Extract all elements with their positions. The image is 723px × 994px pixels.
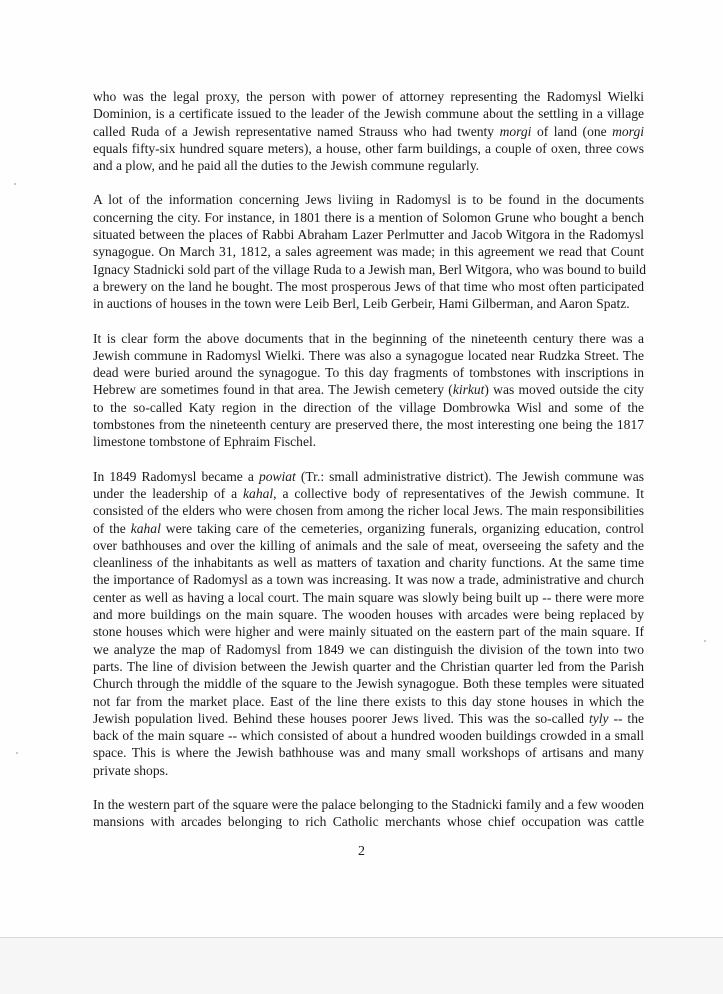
text-line: to the so-called Katy region in the direction of the village Dombrowka Wisl and some of the — [93, 399, 644, 415]
text-line: cleanliness of the inhabitants as well as matters of taxation and charity functions. At the same time — [93, 555, 644, 571]
text-line: concerning the city. For instance, in 1801 there is a mention of Solomon Grune who bought a bench — [93, 209, 644, 225]
text-line: equals fifty-six hundred square meters), a house, other farm buildings, a couple of oxen, three cows — [93, 140, 644, 156]
text-line: of the kahal were taking care of the cemeteries, organizing funerals, organizing education, control — [93, 520, 644, 536]
scan-bottom-margin — [0, 938, 723, 994]
text-line: situated between the places of Rabbi Abraham Lazer Perlmutter and Jacob Witgora in the Radomysl — [93, 227, 644, 243]
text-line: over bathhouses and over the killing of animals and the sale of meat, overseeing the safety and the — [93, 537, 644, 553]
paragraph — [93, 330, 644, 451]
paragraph — [93, 191, 647, 312]
text-line: limestone tombstone of Ephraim Fischel. — [93, 434, 317, 450]
text-line: Jewish commune in Radomysl Wielki. There was also a synagogue located near Rudzka Street. The — [93, 347, 644, 363]
paragraph — [93, 468, 644, 779]
text-line: not far from the market place. East of the line there exists to this day stone houses in which the — [93, 693, 644, 709]
paragraph — [93, 88, 644, 174]
text-line: a brewery on the land he bought. The most prosperous Jews of that time who most often participated — [93, 278, 644, 294]
text-line: Ignacy Stadnicki sold part of the village Ruda to a Jewish man, Berl Witgora, who was bound to build — [93, 261, 647, 277]
text-line: private shops. — [93, 762, 169, 778]
text-line: called Ruda of a Jewish representative named Strauss who had twenty morgi of land (one morgi — [93, 123, 644, 139]
text-line: It is clear form the above documents that in the beginning of the nineteenth century there was a — [93, 330, 644, 346]
text-line: who was the legal proxy, the person with power of attorney representing the Radomysl Wielki — [93, 89, 644, 104]
scan-speck — [16, 752, 18, 754]
text-line: consisted of the elders who were chosen from among the richer local Jews. The main responsibilities — [93, 503, 644, 519]
text-line: parts. The line of division between the Jewish quarter and the Christian quarter led from the Parish — [93, 658, 644, 674]
text-line: the importance of Radomysl as a town was increasing. It was now a trade, administrative and church — [93, 572, 644, 588]
text-line: stone houses which were higher and were mainly situated on the eastern part of the main square. If — [93, 624, 644, 640]
scan-speck — [704, 640, 706, 642]
paragraph — [93, 796, 644, 831]
text-line: Hebrew are sometimes found in that area. The Jewish cemetery (kirkut) was moved outside the city — [93, 382, 644, 398]
text-line: A lot of the information concerning Jews liviing in Radomysl is to be found in the documents — [93, 192, 644, 208]
text-line: tombstones from the nineteenth century are preserved there, the most interesting one being the 1817 — [93, 417, 644, 433]
text-line: and more buildings on the main square. The wooden houses with arcades were being replaced by — [93, 607, 644, 623]
scan-speck — [14, 183, 16, 185]
text-line: and a plow, and he paid all the duties to the Jewish commune regularly. — [93, 158, 480, 174]
text-line: dead were buried around the synagogue. To this day fragments of tombstones with inscriptions in — [93, 365, 644, 381]
text-line: space. This is where the Jewish bathhouse was and many small workshops of artisans and many — [93, 745, 644, 761]
text-line: Jewish population lived. Behind these houses poorer Jews lived. This was the so-called tyly -- the — [93, 710, 644, 726]
page-number: 2 — [358, 844, 365, 859]
text-line: synagogue. On March 31, 1812, a sales agreement was made; in this agreement we read that Count — [93, 244, 644, 260]
text-line: In the western part of the square were the palace belonging to the Stadnicki family and a few wooden — [93, 796, 644, 812]
text-line: center as well as having a local court. The main square was slowly being built up -- there were more — [93, 589, 644, 605]
document-body — [93, 88, 647, 848]
text-line: Church through the middle of the square to the Jewish synagogue. Both these temples were situated — [93, 676, 644, 692]
text-line: In 1849 Radomysl became a powiat (Tr.: small administrative district). The Jewish commune was — [93, 468, 644, 484]
text-line: back of the main square -- which consisted of about a hundred wooden buildings crowded in a small — [93, 728, 644, 744]
text-line: mansions with arcades belonging to rich Catholic merchants whose chief occupation was cattle — [93, 814, 644, 830]
text-line: in auctions of houses in the town were Leib Berl, Leib Gerbeir, Hami Gilberman, and Aaron Spatz. — [93, 296, 630, 312]
text-line: Dominion, is a certificate issued to the leader of the Jewish commune about the settling in a village — [93, 106, 644, 122]
text-line: under the leadership of a kahal, a collective body of representatives of the Jewish commune. It — [93, 485, 644, 501]
text-line: we analyze the map of Radomysl from 1849 we can distinguish the division of the town into two — [93, 641, 644, 657]
